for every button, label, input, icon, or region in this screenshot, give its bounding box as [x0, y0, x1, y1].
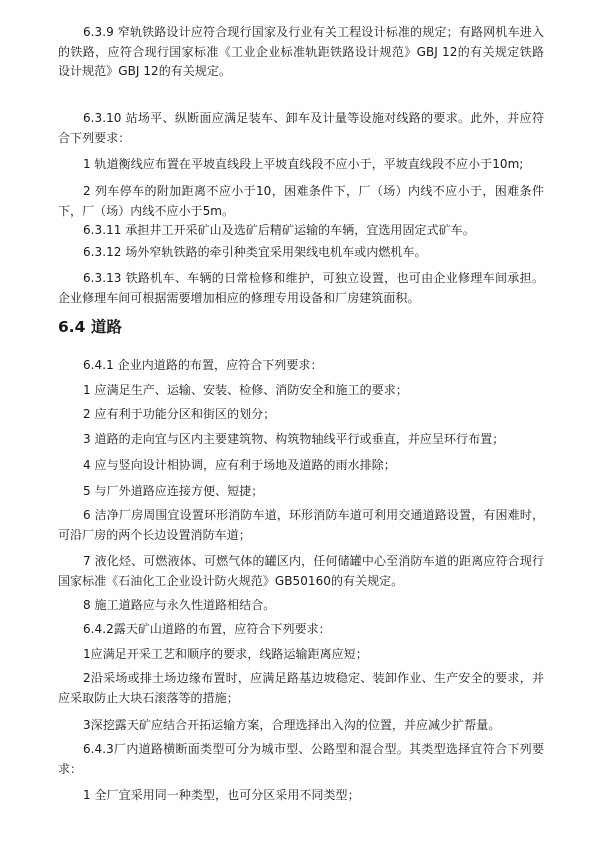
clause-6-4-2-item-1: 1应满足开采工艺和顺序的要求，线路运输距离应短； [83, 647, 368, 661]
clause-6-3-10-item-1: 1 轨道衡线应布置在平坡直线段上平坡直线段不应小于，平坡直线段不应小于10m; [83, 157, 524, 171]
clause-6-4-1: 6.4.1 企业内道路的布置，应符合下列要求： [83, 358, 323, 372]
clause-6-4-1-item-3: 3 道路的走向宜与区内主要建筑物、构筑物轴线平行或垂直，并应呈环行布置； [83, 432, 505, 446]
clause-6-4-1-item-4: 4 应与竖向设计相协调，应有利于场地及道路的雨水排除； [83, 458, 396, 472]
clause-6-4-1-item-1: 1 应满足生产、运输、安装、检修、消防安全和施工的要求； [83, 383, 408, 397]
clause-6-4-2: 6.4.2露天矿山道路的布置，应符合下列要求： [83, 622, 331, 636]
clause-6-4-1-item-7: 7 液化烃、可燃液体、可燃气体的罐区内，任何储罐中心至消防车道的距离应符合现行国家标准《石油化工企业设计防火规范》GB50160的有关规定。 [58, 554, 544, 588]
clause-6-3-13: 6.3.13 铁路机车、车辆的日常检修和维护，可独立设置，也可由企业修理车间承担。企业修理车间可根据需要增加相应的修理专用设备和厂房建筑面积。 [58, 271, 544, 305]
clause-6-3-9: 6.3.9 窄轨铁路设计应符合现行国家及行业有关工程设计标准的规定；有路网机车进入的铁路，应符合现行国家标准《工业企业标准轨距铁路设计规范》GBJ 12的有关规定铁路设计规范》GBJ 12的有关规定。 [58, 25, 544, 78]
clause-6-4-1-item-5: 5 与厂外道路应连接方便、短捷； [83, 484, 264, 498]
clause-6-4-1-item-2: 2 应有利于功能分区和街区的划分； [83, 407, 276, 421]
clause-6-3-10: 6.3.10 站场平、纵断面应满足装车、卸车及计量等设施对线路的要求。此外，并应符合下列要求： [58, 111, 544, 145]
section-heading: 6.4 道路 [58, 318, 122, 336]
clause-6-4-3-item-1: 1 全厂宜采用同一种类型，也可分区采用不同类型； [83, 788, 360, 802]
clause-6-4-1-item-8: 8 施工道路应与永久性道路相结合。 [83, 598, 276, 612]
clause-6-4-2-item-3: 3深挖露天矿应结合开拓运输方案，合理选择出入沟的位置，并应减少扩帮量。 [83, 718, 501, 732]
clause-6-4-1-item-6: 6 洁净厂房周围宜设置环形消防车道，环形消防车道可利用交通道路设置，有困难时，可沿厂房的两个长边设置消防车道； [58, 508, 544, 542]
clause-6-4-3: 6.4.3厂内道路横断面类型可分为城市型、公路型和混合型。其类型选择宜符合下列要求： [58, 742, 544, 776]
clause-6-3-10-item-2: 2 列车停车的附加距离不应小于10，困难条件下，厂（场）内线不应小于，困难条件下，厂（场）内线不应小于5m。 [58, 184, 544, 218]
clause-6-4-2-item-2: 2沿采场或排土场边缘布置时，应满足路基边坡稳定、装卸作业、生产安全的要求，并应采取防止大块石滚落等的措施； [58, 671, 544, 705]
clause-6-3-12: 6.3.12 场外窄轨铁路的牵引种类宜采用架线电机车或内燃机车。 [83, 245, 427, 259]
clause-6-3-11: 6.3.11 承担井工开采矿山及选矿后精矿运输的车辆，宜选用固定式矿车。 [83, 223, 475, 237]
